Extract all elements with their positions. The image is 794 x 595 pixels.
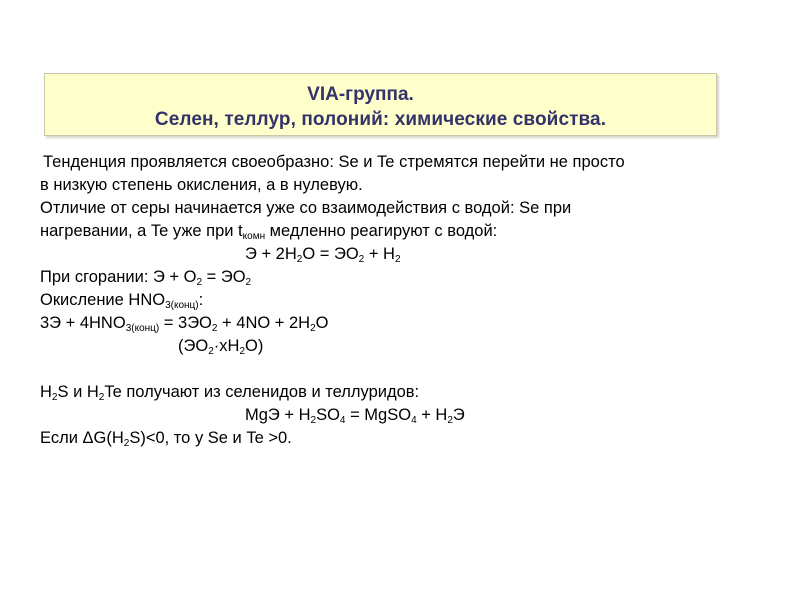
equation-combustion: При сгорании: $Э + O_2 = ЭO_2$ bbox=[40, 268, 252, 288]
hydrides-line: $H_2S$ и $H_2Te$ получают из селенидов и теллуридов: bbox=[40, 383, 420, 403]
equation-mg: MgЭ + $H_2SO_4$ = MgSO$_4$ + $H_2Э$ bbox=[245, 406, 465, 426]
title-box bbox=[44, 73, 717, 136]
paragraph-trend-line1: Тенденция проявляется своеобразно: Se и Te стремятся перейти не просто bbox=[43, 153, 625, 171]
oxidation-heading: Окисление $HNO_{3(конц)}$: bbox=[40, 291, 204, 311]
title-group: VIA-группа. bbox=[307, 84, 414, 105]
equation-nitric: $3Э + 4HNO_{3(конц)} = 3ЭO_2 + 4NO + 2H_2O$ bbox=[40, 314, 329, 334]
title-subject: Селен, теллур, полоний: химические свойства. bbox=[154, 109, 607, 130]
paragraph-trend-line2: в низкую степень окисления, а в нулевую. bbox=[40, 176, 363, 194]
hydrate-formula: $(ЭO_2\cdot xH_2O)$ bbox=[178, 337, 264, 357]
spacer bbox=[40, 358, 760, 381]
slide-body bbox=[40, 151, 760, 450]
paragraph-water-line2: нагревании, а Te уже при $t_{комн}$ медленно реагируют с водой: bbox=[40, 222, 498, 242]
gibbs-line: Если $\Delta G(H_2S)<0$, то у Se и Te >0. bbox=[40, 429, 292, 449]
equation-water: $Э + 2H_2O = ЭO_2 + H_2$ bbox=[245, 245, 401, 265]
paragraph-water-line1: Отличие от серы начинается уже со взаимодействия с водой: Se при bbox=[40, 199, 572, 217]
